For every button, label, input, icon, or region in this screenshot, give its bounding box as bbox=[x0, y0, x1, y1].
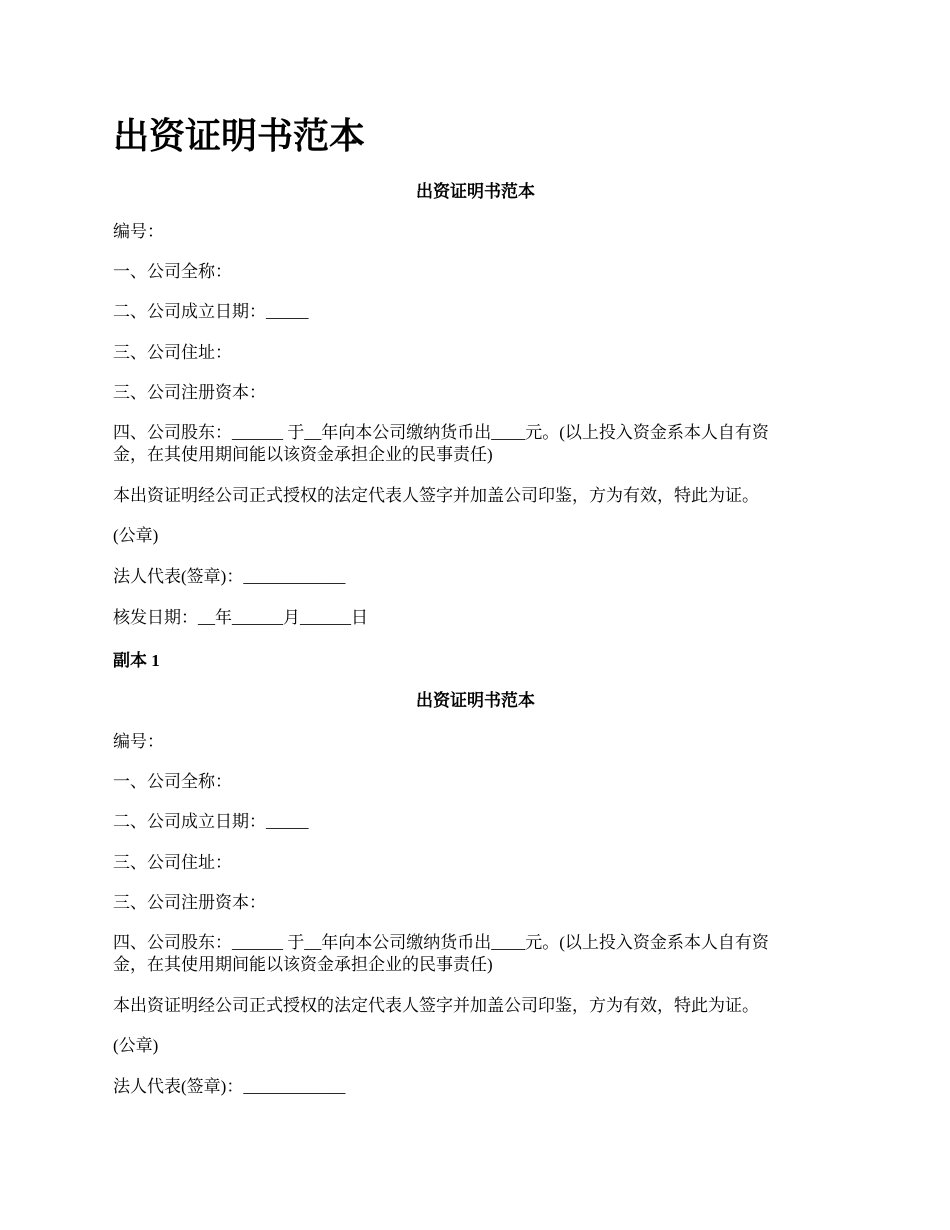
copy-field-address bbox=[113, 852, 838, 874]
copy-field-company-name bbox=[113, 771, 838, 793]
statement bbox=[113, 485, 838, 507]
copy-seal-label bbox=[113, 1035, 838, 1057]
copy-field-registered-capital bbox=[113, 892, 838, 914]
field-shareholder-line2: 金，在其使用期间能以该资金承担企业的民事责任) bbox=[113, 445, 493, 464]
field-address-text: 三、公司住址： bbox=[113, 343, 232, 362]
field-registered-capital bbox=[113, 382, 838, 404]
issue-date bbox=[113, 607, 838, 629]
copy-legal-representative bbox=[113, 1076, 838, 1098]
document-title: 出资证明书范本 bbox=[113, 116, 366, 156]
copy-field-number bbox=[113, 731, 838, 753]
copy-legal-representative-text: 法人代表(签章)：____________ bbox=[113, 1077, 346, 1096]
seal-label bbox=[113, 525, 838, 547]
copy-field-registered-capital-text: 三、公司注册资本： bbox=[113, 893, 266, 912]
field-address bbox=[113, 342, 838, 364]
field-number-text: 编号： bbox=[113, 222, 164, 241]
copy-field-founded-date-text: 二、公司成立日期：_____ bbox=[113, 812, 309, 831]
copy-statement bbox=[113, 995, 838, 1017]
copy-seal-label-text: (公章) bbox=[113, 1036, 159, 1055]
legal-representative-text: 法人代表(签章)：____________ bbox=[113, 567, 346, 586]
field-number bbox=[113, 221, 838, 243]
copy-field-shareholder-line2: 金，在其使用期间能以该资金承担企业的民事责任) bbox=[113, 955, 493, 974]
field-founded-date-text: 二、公司成立日期：_____ bbox=[113, 302, 309, 321]
copy-heading bbox=[113, 650, 838, 672]
copy-heading-text: 副本 1 bbox=[113, 651, 160, 670]
legal-representative bbox=[113, 566, 838, 588]
field-shareholder-line1: 四、公司股东：______ 于__年向本公司缴纳货币出____元。(以上投入资金系本人自有资 bbox=[113, 423, 769, 442]
copy-field-founded-date bbox=[113, 811, 838, 833]
field-shareholder bbox=[113, 422, 838, 466]
field-registered-capital-text: 三、公司注册资本： bbox=[113, 383, 266, 402]
copy-field-address-text: 三、公司住址： bbox=[113, 853, 232, 872]
section-title bbox=[113, 181, 838, 203]
field-company-name-text: 一、公司全称： bbox=[113, 262, 232, 281]
copy-field-shareholder bbox=[113, 932, 838, 976]
copy-section-title-text: 出资证明书范本 bbox=[416, 691, 535, 710]
copy-field-number-text: 编号： bbox=[113, 732, 164, 751]
statement-text: 本出资证明经公司正式授权的法定代表人签字并加盖公司印鉴，方为有效，特此为证。 bbox=[113, 486, 759, 505]
seal-label-text: (公章) bbox=[113, 526, 159, 545]
field-founded-date bbox=[113, 301, 838, 323]
copy-field-shareholder-line1: 四、公司股东：______ 于__年向本公司缴纳货币出____元。(以上投入资金系本人自有资 bbox=[113, 933, 769, 952]
issue-date-text: 核发日期：__年______月______日 bbox=[113, 608, 368, 627]
copy-statement-text: 本出资证明经公司正式授权的法定代表人签字并加盖公司印鉴，方为有效，特此为证。 bbox=[113, 996, 759, 1015]
section-title-text: 出资证明书范本 bbox=[416, 182, 535, 201]
copy-field-company-name-text: 一、公司全称： bbox=[113, 772, 232, 791]
copy-section-title bbox=[113, 690, 838, 712]
field-company-name bbox=[113, 261, 838, 283]
